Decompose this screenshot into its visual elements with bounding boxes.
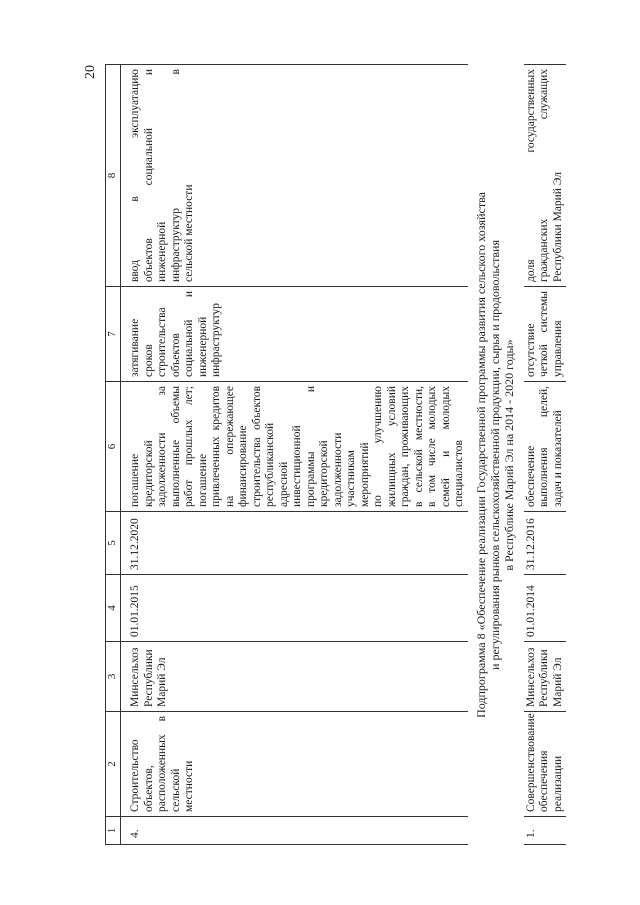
measure-name [121,712,468,817]
start-date: 01.01.2015 [121,575,468,642]
text-line: гражданских служащих [538,69,550,282]
text-line: отсутствие [524,323,537,377]
text-line: ввод в эксплуатацию [129,69,141,282]
text-line: Совершенствование [524,713,537,812]
consequences [524,287,567,382]
row-number: 4. [121,817,468,845]
text-line: сельской [169,768,182,812]
text-line: реализации [551,755,564,812]
text-line: семей и молодых [439,386,452,507]
consequences [121,287,468,382]
text-line: обеспечения [538,750,550,812]
text-line: управления [551,320,564,377]
text-line: сроков [142,344,155,377]
header-cell: 3 [106,642,121,712]
text-line: жилищных условий [385,386,398,507]
end-date: 31.12.2016 [524,512,567,575]
text-line: на опережающее [223,386,236,507]
text-line: задолженности [331,432,344,507]
header-cell: 5 [106,512,121,575]
text-line: строительства [156,307,168,377]
header-cell: 8 [106,65,121,287]
header-cell: 1 [106,817,121,845]
text-line: расположенных в [156,716,168,812]
text-line: социальной и [183,291,195,377]
text-line: работ прошлых лет; [183,386,195,507]
text-line: инженерной [156,221,168,282]
table-header-row [106,65,121,845]
text-line: затягивание [129,318,141,377]
executor [524,642,567,712]
text-line: объектов, [142,765,155,812]
executor [121,642,468,712]
text-line: адресной [277,461,290,507]
text-line: Минсельхоз [129,647,141,707]
header-cell: 2 [106,712,121,817]
table-row [524,65,567,845]
subprogram-title [468,65,524,845]
page-number: 20 [83,65,98,79]
text-line: Республики [538,649,550,707]
text-line: погашение кредиторской [129,440,155,507]
text-line: Республики Марий Эл [551,171,564,282]
text-line: по улучшению [372,386,384,507]
text-line: участникам мероприятий [345,442,371,507]
text-line: привлеченных кредитов [210,386,222,507]
expected-result [524,382,567,512]
text-line: объектов [169,333,182,377]
measures-table [105,64,468,845]
text-line: объектов социальной и [142,69,155,282]
text-line: граждан, проживающих [399,386,411,507]
text-line: инфраструктур в [169,69,182,282]
subprogram-title-line: в Республике Марий Эл на 2014 - 2020 годы» [501,339,516,571]
indicator-link [524,65,567,287]
measure-name [524,712,567,817]
header-cell: 4 [106,575,121,642]
text-line: республиканской [264,422,276,507]
text-line: обеспечение [524,445,537,507]
text-line: финансирование [237,425,249,507]
text-line: инженерной [196,316,209,377]
subprogram-title-line: Подпрограмма 8 «Обеспечение реализации Государственной программы развития сельского хозяйства [473,192,488,718]
text-line: инвестиционной [291,425,303,507]
expected-result [121,382,468,512]
text-line: Марий Эл [156,657,168,707]
subprogram-title-line: и регулирования рынков сельскохозяйственной продукции, сырья и продовольствия [487,240,502,670]
end-date: 31.12.2020 [121,512,468,575]
text-line: выполненные объемы [169,386,182,507]
table-row [121,65,468,845]
text-line: доля государственных [524,69,537,282]
rotated-page-content [105,65,564,845]
text-line: задач и показателей [551,410,564,507]
text-line: строительства объектов [250,386,263,507]
text-line: в сельской местности, [412,386,425,507]
text-line: местности [183,760,195,812]
row-number: 1. [524,817,567,845]
header-cell: 6 [106,382,121,512]
start-date: 01.01.2014 [524,575,567,642]
indicator-link [121,65,468,287]
text-line: погашение [196,453,209,507]
text-line: инфраструктур [210,302,222,377]
measures-table-continued [524,64,567,845]
text-line: кредиторской [318,440,330,507]
text-line: сельской местности [183,184,195,282]
text-line: программы и [304,386,317,507]
text-line: Минсельхоз [524,647,537,707]
text-line: четкой системы [538,291,550,377]
header-cell: 7 [106,287,121,382]
text-line: Строительство [129,739,141,812]
text-line: специалистов [453,440,465,507]
text-line: задолженности за [156,386,168,507]
text-line: в том числе молодых [426,386,438,507]
text-line: Марий Эл [551,657,564,707]
text-line: выполнения целей, [538,386,550,507]
text-line: Республики [142,649,155,707]
